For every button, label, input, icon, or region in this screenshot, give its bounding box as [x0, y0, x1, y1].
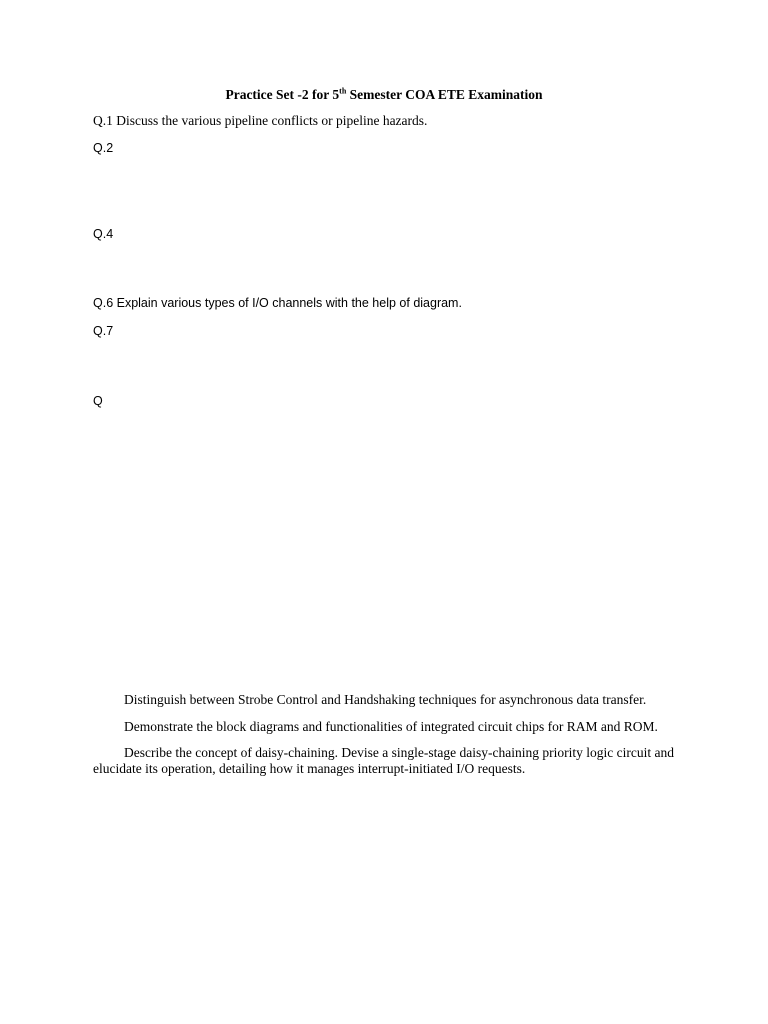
question-7-label: Q.7 — [93, 324, 114, 338]
question-4-label: Q.4 — [93, 227, 114, 241]
page-title — [0, 87, 768, 103]
paragraph-strobe-handshaking: Distinguish between Strobe Control and Handshaking techniques for asynchronous data transfer. — [124, 692, 647, 707]
question-2-label: Q.2 — [93, 141, 114, 155]
title-suffix: Semester COA ETE Examination — [346, 87, 543, 102]
question-partial-label: Q — [93, 394, 103, 408]
question-6: Q.6 Explain various types of I/O channels with the help of diagram. — [93, 296, 462, 310]
title-prefix: Practice Set -2 for 5 — [225, 87, 340, 102]
title-superscript: th — [339, 86, 347, 96]
paragraph-daisy-chaining: Describe the concept of daisy-chaining. Devise a single-stage daisy-chaining priority logic circuit and elucidate its operation, detailing how it manages interrupt-initiated I/O requests. — [93, 745, 674, 776]
paragraph-ram-rom: Demonstrate the block diagrams and functionalities of integrated circuit chips for RAM and ROM. — [124, 719, 658, 734]
question-1: Q.1 Discuss the various pipeline conflicts or pipeline hazards. — [93, 113, 428, 128]
